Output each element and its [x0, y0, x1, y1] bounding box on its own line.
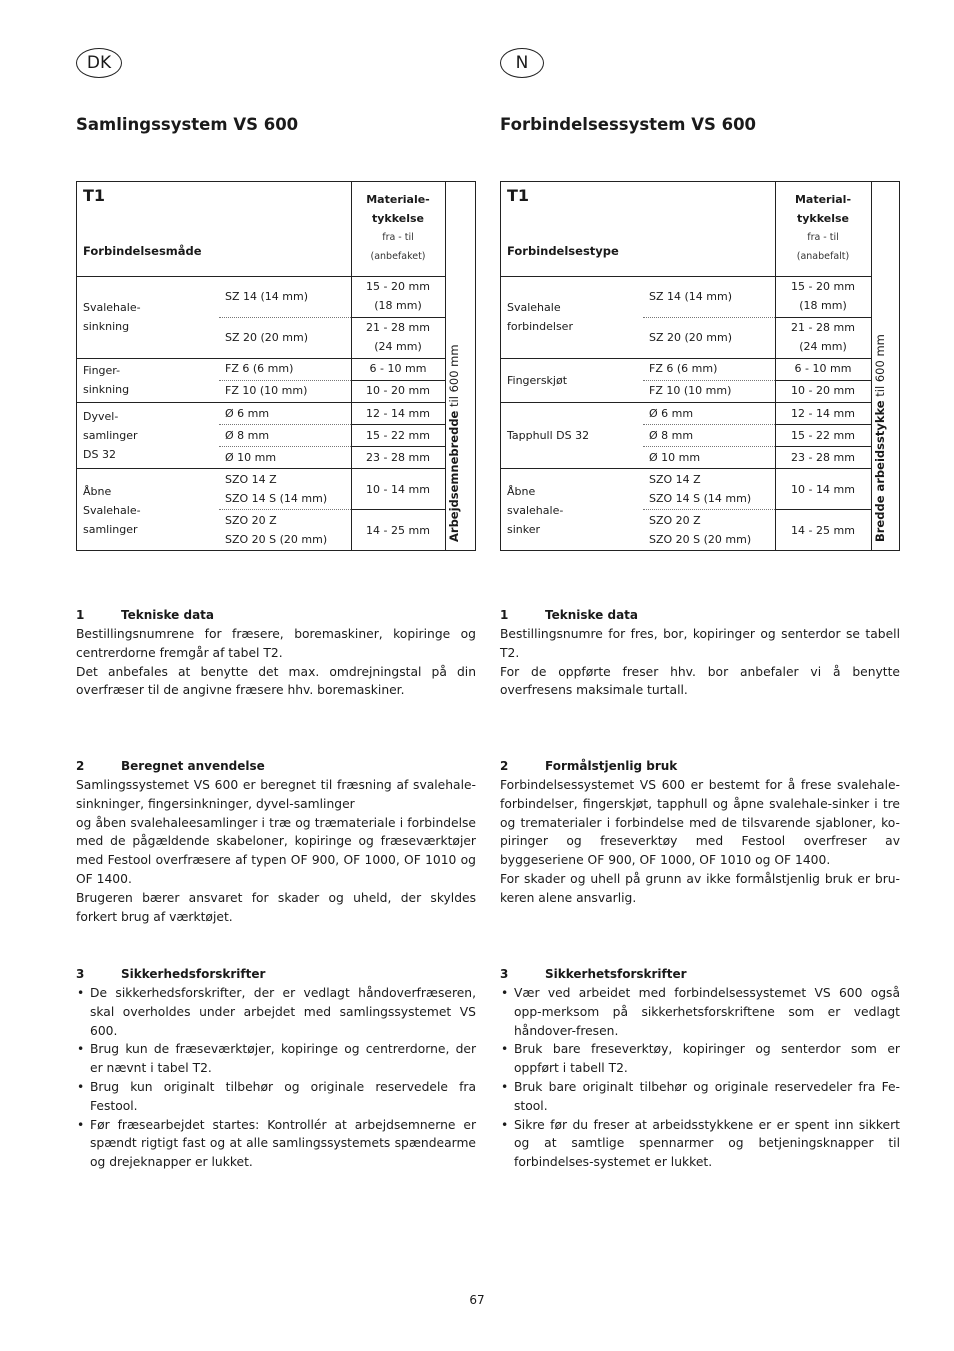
- range-cell: 15 - 20 mm (18 mm): [366, 280, 430, 312]
- side-label-workpiece-width: Bredde arbeidsstykke til 600 mm: [873, 334, 887, 542]
- list-item: • Før fræsearbejdet startes: Kontrollér at arbejdsemnerne er spændt rigtigt fast og at alle samlingssystemets spændearme og drejeknapper er lukket.: [76, 1116, 476, 1172]
- section-intended-use-n: [500, 757, 900, 908]
- size-cell: SZO 20 Z SZO 20 S (20 mm): [225, 514, 328, 546]
- range-cell: 10 - 20 mm: [366, 384, 430, 397]
- range-cell: 10 - 14 mm: [366, 483, 430, 496]
- size-cell: SZO 14 Z SZO 14 S (14 mm): [225, 473, 328, 505]
- range-cell: 6 - 10 mm: [794, 362, 852, 375]
- list-item: • Brug kun de fræseværktøjer, kopiringe og centrerdorne, der er nævnt i tabel T2.: [76, 1040, 476, 1078]
- section-heading: 3 Sikkerhetsforskrifter: [500, 967, 687, 981]
- range-cell: 21 - 28 mm (24 mm): [366, 321, 430, 353]
- range-cell: 10 - 20 mm: [791, 384, 855, 397]
- list-item: • De sikkerhedsforskrifter, der er vedlagt håndoverfræseren, skal overholdes under arbejdet med samlingssystemet VS 600.: [76, 984, 476, 1040]
- size-cell: Ø 8 mm: [225, 429, 270, 442]
- size-cell: Ø 8 mm: [649, 429, 694, 442]
- size-cell: SZ 14 (14 mm): [225, 290, 309, 303]
- range-cell: 6 - 10 mm: [369, 362, 427, 375]
- list-item: • Vær ved arbeidet med forbindelsessystemet VS 600 også opp-merksom på sikkerhetsforskriftene som er vedlagt håndover-fresen.: [500, 984, 900, 1040]
- size-cell: FZ 6 (6 mm): [649, 362, 718, 375]
- size-cell: SZO 14 Z SZO 14 S (14 mm): [649, 473, 752, 505]
- section-heading: 3 Sikkerhedsforskrifter: [76, 967, 266, 981]
- table-row-group-4: Åbne svalehale- sinker: [507, 485, 564, 536]
- size-cell: Ø 6 mm: [225, 407, 270, 420]
- size-cell: SZ 20 (20 mm): [225, 331, 309, 344]
- language-badge-dk: DK: [76, 48, 122, 78]
- table-t1-dk: [76, 181, 476, 551]
- size-cell: FZ 6 (6 mm): [225, 362, 294, 375]
- table-row-group-2: Fingerskjøt: [507, 374, 568, 387]
- section-intended-use-dk: [76, 757, 476, 926]
- paragraph: Bestillingsnumrene for fræsere, boremaskiner, kopiringe og centrerdorne fremgår af tabel T2.: [76, 627, 476, 660]
- list-item: • Bruk bare originalt tilbehør og originale reservedeler fra Fe-stool.: [500, 1078, 900, 1116]
- range-cell: 10 - 14 mm: [791, 483, 855, 496]
- range-cell: 15 - 20 mm (18 mm): [791, 280, 855, 312]
- table-row-group-2: Finger- sinkning: [83, 364, 130, 396]
- table-row-group-4: Åbne Svalehale- samlinger: [83, 485, 141, 536]
- range-cell: 15 - 22 mm: [366, 429, 430, 442]
- page-number: 67: [469, 1293, 485, 1307]
- size-cell: FZ 10 (10 mm): [225, 384, 308, 397]
- range-cell: 14 - 25 mm: [366, 524, 430, 537]
- side-label-workpiece-width: Arbejdsemnebredde til 600 mm: [447, 344, 461, 542]
- section-safety-dk: [76, 965, 476, 1172]
- section-heading: 2 Beregnet anvendelse: [76, 759, 265, 773]
- range-cell: 15 - 22 mm: [791, 429, 855, 442]
- column-header-material-thickness: Material- tykkelse fra - til (anabefalt): [794, 193, 852, 262]
- range-cell: 23 - 28 mm: [791, 451, 855, 464]
- section-technical-data-n: [500, 606, 900, 700]
- column-header-joint-type: Forbindelsesmåde: [83, 244, 202, 258]
- column-header-material-thickness: Materiale- tykkelse fra - til (anbefaket): [366, 193, 430, 262]
- table-label: T1: [507, 186, 530, 205]
- range-cell: 12 - 14 mm: [791, 407, 855, 420]
- paragraph: Brugeren bærer ansvaret for skader og uheld, der skyldes forkert brug af værktøjet.: [76, 890, 476, 924]
- table-row-group-3: Tapphull DS 32: [507, 429, 590, 442]
- paragraph: Bestillingsnumre for fres, bor, kopiringer og senterdor se tabell T2.: [500, 627, 900, 660]
- table-t1-n: [500, 181, 900, 551]
- size-cell: Ø 6 mm: [649, 407, 694, 420]
- table-row-group-3: Dyvel- samlinger DS 32: [83, 410, 138, 461]
- size-cell: Ø 10 mm: [225, 451, 277, 464]
- paragraph: Det anbefales at benytte det max. omdrejningstal på din overfræser til de angivne fræsere hhv. boremaskiner.: [76, 664, 476, 698]
- range-cell: 14 - 25 mm: [791, 524, 855, 537]
- size-cell: SZ 14 (14 mm): [649, 290, 733, 303]
- table-row-group-1: Svalehale- sinkning: [83, 301, 141, 333]
- section-safety-n: [500, 965, 900, 1172]
- range-cell: 23 - 28 mm: [366, 451, 430, 464]
- range-cell: 12 - 14 mm: [366, 407, 430, 420]
- paragraph: For skader og uhell på grunn av ikke formålstjenlig bruk er bru-keren alene ansvarlig.: [500, 871, 900, 905]
- size-cell: FZ 10 (10 mm): [649, 384, 732, 397]
- paragraph: Samlingssystemet VS 600 er beregnet til fræsning af svalehale-sinkninger, fingersinkninger, dyvel-samlinger: [76, 778, 476, 811]
- paragraph: Forbindelsessystemet VS 600 er bestemt for å frese svalehale-forbindelser, fingerskjøt, tapphull og åpne svalehale-sinker i tre og trematerialer i forbindelse med de tilsvarende sjabloner, ko-piringer og freseverktøy med Festool overfreser av byggeseriene OF 900, OF 1000, OF 1010 og OF 1400.: [500, 778, 900, 868]
- section-heading: 2 Formålstjenlig bruk: [500, 759, 678, 773]
- section-heading: 1 Tekniske data: [500, 608, 639, 622]
- list-item: • Bruk bare freseverktøy, kopiringer og senterdor som er oppført i tabell T2.: [500, 1040, 900, 1078]
- language-badge-n: N: [500, 48, 544, 78]
- list-item: • Brug kun originalt tilbehør og originale reservedele fra Festool.: [76, 1078, 476, 1116]
- size-cell: Ø 10 mm: [649, 451, 701, 464]
- range-cell: 21 - 28 mm (24 mm): [791, 321, 855, 353]
- paragraph: For de oppførte freser hhv. bor anbefaler vi å benytte overfresens maksimale turtall.: [500, 664, 900, 698]
- section-title-dk: Samlingssystem VS 600: [76, 115, 299, 134]
- size-cell: SZO 20 Z SZO 20 S (20 mm): [649, 514, 752, 546]
- section-technical-data-dk: [76, 606, 476, 700]
- list-item: • Sikre før du freser at arbeidsstykkene er er spent inn sikkert og at samtlige spennarmer og betjeningsknapper til forbindelses-systemet er lukket.: [500, 1116, 900, 1172]
- paragraph: og åben svalehaleesamlinger i træ og træmateriale i forbindelse med de pågældende skabeloner, kopiringe og fræseværktøjer med Festool overfræsere af typen OF 900, OF 1000, OF 1010 og OF 1400.: [76, 815, 476, 886]
- section-heading: 1 Tekniske data: [76, 608, 215, 622]
- section-title-n: Forbindelsessystem VS 600: [500, 115, 757, 134]
- column-header-joint-type: Forbindelsestype: [507, 244, 619, 258]
- table-row-group-1: Svalehale forbindelser: [507, 301, 573, 333]
- table-label: T1: [83, 186, 106, 205]
- size-cell: SZ 20 (20 mm): [649, 331, 733, 344]
